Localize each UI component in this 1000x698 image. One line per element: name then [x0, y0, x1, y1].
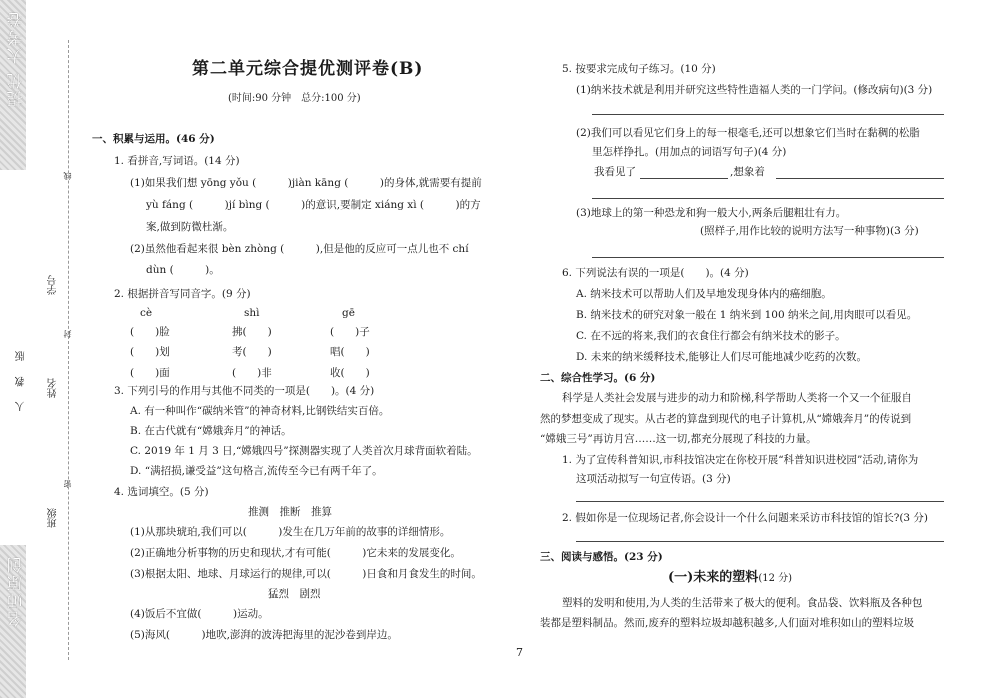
q4-word-bank: 推测 推断 推算	[248, 506, 332, 518]
answer-line	[592, 114, 944, 115]
dense-mark: 密	[63, 480, 72, 488]
q2-pinyin: shì	[244, 307, 260, 319]
q2-blank: 收( )	[330, 367, 370, 379]
q2-blank: ( )子	[330, 326, 370, 338]
q5-item: (2)我们可以看见它们身上的每一根毫毛,还可以想象它们当时在黏稠的松脂	[576, 127, 920, 139]
q1-line: dùn ( )。	[146, 264, 220, 276]
q3-option-d: D. “满招损,谦受益”这句格言,流传至今已有两千年了。	[130, 465, 383, 477]
page-title: 第二单元综合提优测评卷(B)	[192, 59, 424, 79]
q5-item: 里怎样挣扎。(用加点的词语写句子)(4 分)	[592, 146, 787, 158]
q6-option-c: C. 在不远的将来,我们的衣食住行都会有纳米技术的影子。	[576, 330, 846, 342]
reading-passage: 装都是塑料制品。然而,废弃的塑料垃圾却越积越多,人们面对堆积如山的塑料垃圾	[540, 617, 915, 629]
q6-option-b: B. 纳米技术的研究对象一般在 1 纳米到 100 纳米之间,用肉眼可以看见。	[576, 309, 918, 321]
s2-passage: “嫦娥三号”再访月宫……这一切,都充分展现了科技的力量。	[540, 433, 817, 445]
brand-logo-bottom	[0, 545, 26, 698]
q5-fill-b: ,想象着	[730, 166, 765, 178]
answer-line	[592, 257, 944, 258]
binding-strip	[0, 0, 72, 698]
student-no-label: 学号	[48, 275, 59, 295]
s2-question: 2. 假如你是一位现场记者,你会设计一个什么问题来采访市科技馆的馆长?(3 分)	[562, 512, 929, 524]
class-label: 班级	[48, 508, 59, 528]
exam-meta: (时间:90 分钟 总分:100 分)	[228, 93, 361, 104]
q1-line: 案,做到防微杜渐。	[146, 221, 234, 233]
q5-item: (1)纳米技术就是利用并研究这些特性造福人类的一门学问。(修改病句)(3 分)	[576, 84, 933, 96]
section-2-heading: 二、综合性学习。(6 分)	[540, 372, 656, 384]
answer-line	[592, 198, 944, 199]
s2-question: 1. 为了宣传科普知识,市科技馆决定在你校开展“科普知识进校园”活动,请你为	[562, 454, 919, 466]
q1-line: (2)虽然他看起来很 bèn zhòng ( ),但是他的反应可一点儿也不 chí	[130, 243, 469, 255]
answer-line	[576, 541, 944, 542]
q6-prompt: 6. 下列说法有误的一项是( )。(4 分)	[562, 267, 749, 279]
q2-blank: 唱( )	[330, 346, 370, 358]
q6-option-a: A. 纳米技术可以帮助人们及早地发现身体内的癌细胞。	[576, 288, 832, 300]
name-label: 姓名	[48, 378, 59, 398]
answer-line	[640, 178, 728, 179]
q4-item: (1)从那块琥珀,我们可以( )发生在几万年前的故事的详细情形。	[130, 526, 451, 538]
answer-line	[776, 178, 944, 179]
q5-item: (3)地球上的第一种恐龙和狗一般大小,两条后腿粗壮有力。	[576, 207, 847, 219]
q3-option-c: C. 2019 年 1 月 3 日,“嫦娥四号”探测器实现了人类首次月球背面软着陆。	[130, 445, 478, 457]
q1-line: yù fáng ( )jí bìng ( )的意识,要制定 xiáng xì ( )的方	[146, 199, 481, 211]
q5-fill-a: 我看见了	[594, 166, 636, 178]
brand-bottom-text: 名师原创	[6, 555, 25, 627]
q3-prompt: 3. 下列引号的作用与其他不同类的一项是( )。(4 分)	[114, 385, 375, 397]
q3-option-b: B. 在古代就有“嫦娥奔月”的神话。	[130, 425, 292, 437]
s2-passage: 科学是人类社会发展与进步的动力和阶梯,科学帮助人类将一个又一个征服自	[562, 392, 912, 404]
cut-line	[68, 40, 69, 660]
q1-prompt: 1. 看拼音,写词语。(14 分)	[114, 155, 240, 167]
q4-word-bank: 猛烈 剧烈	[268, 588, 321, 600]
q6-option-d: D. 未来的纳米缓释技术,能够让人们尽可能地减少吃药的次数。	[576, 351, 868, 363]
q2-prompt: 2. 根据拼音写同音字。(9 分)	[114, 288, 251, 300]
reading-score: (12 分)	[758, 573, 793, 584]
q4-item: (3)根据太阳、地球、月球运行的规律,可以( )日食和月食发生的时间。	[130, 568, 482, 580]
reading-title-text: (一)未来的塑料	[668, 570, 759, 585]
q2-blank: ( )划	[130, 346, 170, 358]
q2-pinyin: gē	[342, 307, 355, 319]
q4-item: (2)正确地分析事物的历史和现状,才有可能( )它未来的发展变化。	[130, 547, 461, 559]
q2-blank: ( )脸	[130, 326, 170, 338]
reading-title	[668, 571, 792, 586]
seal-mark: 封	[63, 330, 72, 338]
q4-item: (5)海风( )地吹,澎湃的波涛把海里的泥沙卷到岸边。	[130, 629, 398, 641]
q5-prompt: 5. 按要求完成句子练习。(10 分)	[562, 63, 716, 75]
q2-blank: ( )非	[232, 367, 272, 379]
q4-prompt: 4. 选词填空。(5 分)	[114, 486, 209, 498]
brand-top-text: 提优 大考卷	[6, 10, 25, 108]
page-number: 7	[516, 646, 523, 659]
q2-blank: ( )面	[130, 367, 170, 379]
q4-item: (4)饭后不宜做( )运动。	[130, 608, 269, 620]
cut-line-mark: 线	[63, 172, 72, 180]
reading-passage: 塑料的发明和使用,为人类的生活带来了极大的便利。食品袋、饮料瓶及各种包	[562, 597, 923, 609]
q5-item: (照样子,用作比较的说明方法写一种事物)(3 分)	[700, 225, 919, 237]
q1-line: (1)如果我们想 yōng yǒu ( )jiàn kāng ( )的身体,就需要有提前	[130, 177, 482, 189]
edition-label: 人 教 版	[16, 345, 27, 412]
answer-line	[576, 501, 944, 502]
q2-blank: 拂( )	[232, 326, 272, 338]
s2-question: 这项活动拟写一句宣传语。(3 分)	[576, 473, 731, 485]
q2-blank: 考( )	[232, 346, 272, 358]
q3-option-a: A. 有一种叫作“碳纳米管”的神奇材料,比钢铁结实百倍。	[130, 405, 390, 417]
section-1-heading: 一、积累与运用。(46 分)	[92, 133, 215, 145]
q2-pinyin: cè	[140, 307, 153, 319]
section-3-heading: 三、阅读与感悟。(23 分)	[540, 551, 663, 563]
s2-passage: 然的梦想变成了现实。从古老的算盘到现代的电子计算机,从“嫦娥奔月”的传说到	[540, 413, 912, 425]
brand-logo-top	[0, 0, 26, 170]
